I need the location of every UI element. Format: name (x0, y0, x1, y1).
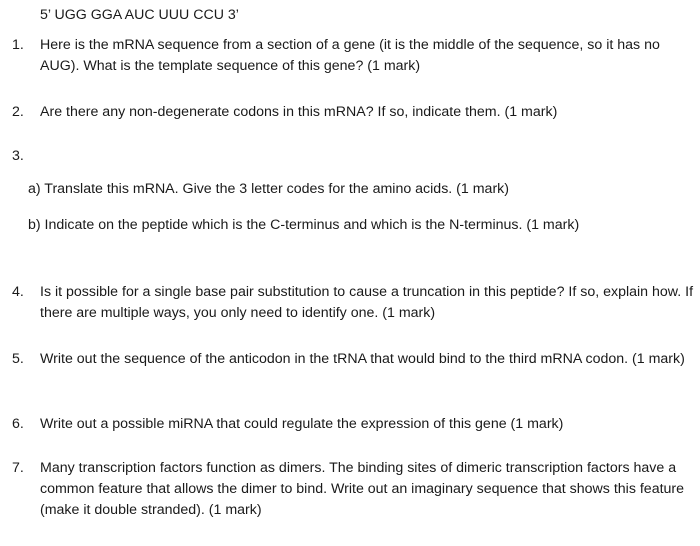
question-text: Write out the sequence of the anticodon in the tRNA that would bind to the third mRNA codon. (1 mark) (40, 351, 685, 367)
question-number: 7. (12, 460, 24, 476)
question-text: Are there any non-degenerate codons in this mRNA? If so, indicate them. (1 mark) (40, 104, 558, 120)
question-number: 1. (12, 37, 24, 53)
question-number: 4. (12, 284, 24, 300)
mrna-sequence: 5’ UGG GGA AUC UUU CCU 3’ (40, 7, 239, 23)
question-number: 6. (12, 416, 24, 432)
question-text: Write out a possible miRNA that could regulate the expression of this gene (1 mark) (40, 416, 564, 432)
question-3b: b) Indicate on the peptide which is the C-terminus and which is the N-terminus. (1 mark) (28, 217, 580, 233)
question-text: Is it possible for a single base pair substitution to cause a truncation in this peptide? If so, explain how. If there are multiple ways, you only need to identify one. (1 mark) (40, 284, 694, 321)
question-text: Here is the mRNA sequence from a section of a gene (it is the middle of the sequence, so it has no AUG). What is the template sequence of this gene? (1 mark) (40, 37, 660, 74)
question-number: 3. (12, 148, 24, 164)
question-number: 2. (12, 104, 24, 120)
question-3a: a) Translate this mRNA. Give the 3 letter codes for the amino acids. (1 mark) (28, 181, 509, 197)
question-number: 5. (12, 351, 24, 367)
question-text: Many transcription factors function as dimers. The binding sites of dimeric transcription factors have a common feature that allows the dimer to bind. Write out an imaginary sequence that shows this feature (make it double stranded). (1 mark) (40, 460, 685, 518)
